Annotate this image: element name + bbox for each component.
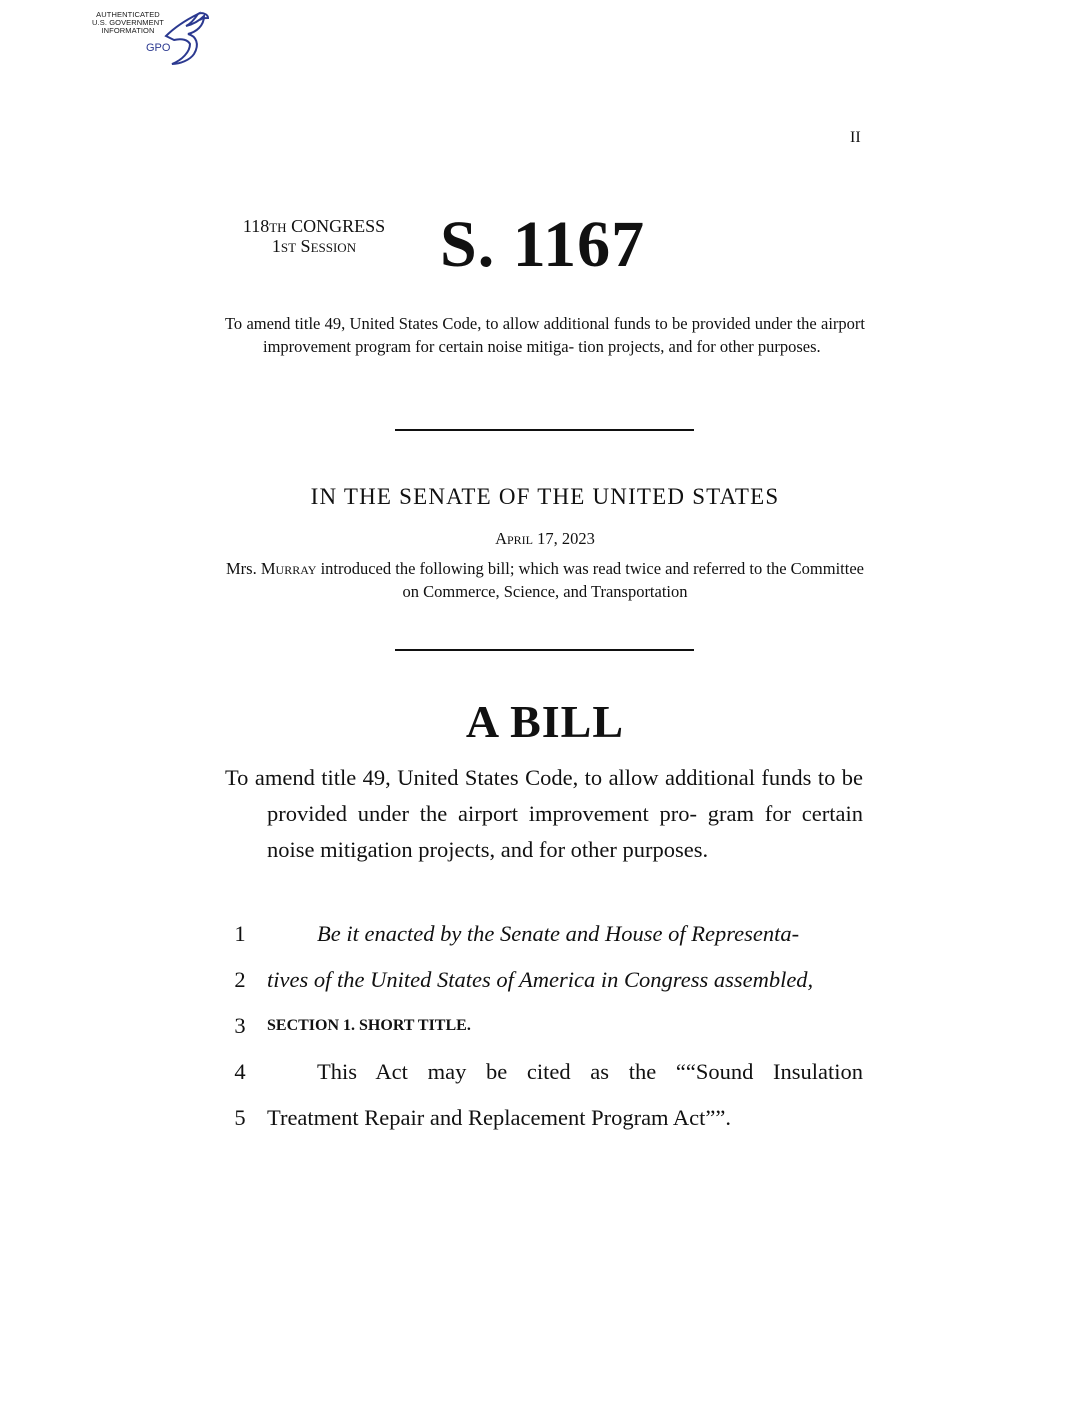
gpo-authentication-logo: [86, 6, 211, 66]
congress-session: [224, 216, 404, 256]
line-number: 3: [234, 1013, 246, 1038]
line-number: 1: [234, 921, 246, 946]
logo-text: [86, 11, 170, 35]
short-title: [225, 312, 865, 358]
introduction-date: April 17, 2023: [495, 529, 595, 548]
long-title-text: To amend title 49, United States Code, to allow additional funds to be provided under the airport improvement pro- gram for certain noise mitigation projects, and for other purposes.: [225, 765, 863, 862]
divider-rule: [395, 429, 694, 431]
introduction-text: introduced the following bill; which was read twice and referred to the Committee on Commerce, Science, and Transportation: [320, 559, 864, 601]
gpo-label: GPO: [146, 42, 171, 54]
session: 1st Session: [271, 236, 357, 256]
section-text-cont: Treatment Repair and Replacement Program Act””.: [267, 1105, 732, 1130]
enacting-clause: Be it enacted by the Senate and House of Representa-: [317, 921, 800, 946]
short-title-text: To amend title 49, United States Code, to allow additional funds to be provided under the airport improvement program for certain noise mitiga- tion projects, and for other purposes.: [225, 314, 865, 356]
divider-rule: [395, 649, 694, 651]
bill-number: S. 1167: [440, 208, 646, 281]
congress-number: 118th CONGRESS: [242, 216, 386, 236]
logo-line-3: INFORMATION: [101, 26, 155, 35]
logo-line-2: U.S. GOVERNMENT: [92, 18, 164, 27]
line-number: 5: [234, 1105, 246, 1130]
introduction-statement: [225, 557, 865, 603]
sponsor-name: Murray: [260, 559, 317, 578]
version-code: II: [850, 129, 861, 146]
long-title: [225, 760, 863, 868]
chamber-heading: IN THE SENATE OF THE UNITED STATES: [310, 484, 780, 509]
section-text: This Act may be cited as the ““Sound Insulation: [317, 1059, 863, 1084]
logo-line-1: AUTHENTICATED: [96, 10, 160, 19]
bill-label: A BILL: [465, 696, 625, 747]
line-number: 2: [234, 967, 246, 992]
section-heading: SECTION 1. SHORT TITLE.: [267, 1017, 471, 1034]
eagle-icon: [164, 6, 210, 66]
line-number: 4: [234, 1059, 246, 1084]
enacting-clause-cont: tives of the United States of America in Congress assembled,: [267, 967, 814, 992]
sponsor-prefix: Mrs.: [226, 559, 257, 578]
